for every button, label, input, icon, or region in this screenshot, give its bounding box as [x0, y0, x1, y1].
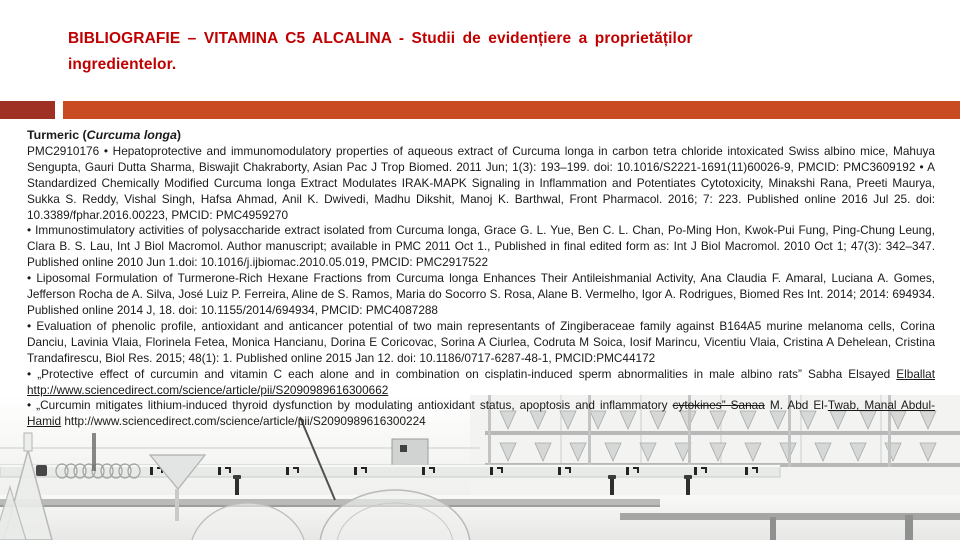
bibliography-text: cytokines” Sanaa: [672, 398, 765, 413]
bibliography-text: PMC2910176 • Hepatoprotective and immunomodulatory properties of aqueous extract of Curcuma longa in carbon tetra chloride intoxicated Swiss albino mice, Mahuya Sengupta, Gauri Dutta Sharma, Biswajit Chakraborty, Asian Pac J Trop Biomed. 2011 Jun; 1(3): 193–199. doi: 10.1016/S2221-1691(11)60026-9, PMCID: PMC3609192 • A Standardized Chemically Modified Curcuma longa Extract Modulates IRAK-MAPK Signaling in Inflammation and Potentiates Cytotoxicity, Minakshi Rana, Preeti Maurya, Sukka S. Reddy, Vishal Singh, Hafsa Ahmad, Anil K. Dwivedi, Madhu Dikshit, Manoj K. Barthwal, Front Pharmacol. 2016; 7: 223. Published online 2016 Jul 25. doi: 10.3389/fphar.2016.00223, PMCID: PMC4959270: [27, 143, 935, 222]
bibliography-heading: [27, 128, 935, 144]
bibliography-entry: [27, 144, 935, 224]
bibliography-entries: [27, 144, 935, 430]
bibliography-entry: [27, 223, 935, 271]
heading-suffix: ): [176, 128, 182, 142]
bibliography-text: • „Curcumin mitigates lithium-induced thyroid dysfunction by modulating antioxidant status, apoptosis and inflammatory: [27, 398, 673, 413]
bibliography-text: • „Protective effect of curcumin and vitamin C each alone and in combination on cisplatin-induced sperm abnormalities in male albino rats” Sabha Elsayed: [27, 366, 897, 381]
bibliography-entry: [27, 319, 935, 367]
bibliography-text: • Evaluation of phenolic profile, antioxidant and anticancer potential of two main representants of Zingiberaceae family against B164A5 murine melanoma cells, Corina Danciu, Lavinia Vlaia, Florinela Fetea, Monica Hancianu, Dorina E Coricovac, Sorina A Ciurlea, Codruta M Soica, Iosif Marincu, Vicentiu Vlaia, Cristina A Dehelean, Cristina Trandafirescu, Biol Res. 2015; 48(1): 1. Published online 2015 Jan 12. doi: 10.1186/0717-6287-48-1, PMCID:PMC44172: [27, 318, 935, 365]
bibliography-text: M. Abd El-: [764, 398, 828, 413]
bibliography-entry: [27, 367, 935, 399]
bibliography-entry: [27, 398, 935, 430]
accent-square: [0, 101, 55, 119]
accent-bar: [63, 101, 960, 119]
sciencedirect-link[interactable]: Twab, Manal Abdul-Hamid: [27, 398, 936, 429]
heading-species: Curcuma longa: [86, 128, 177, 142]
heading-prefix: Turmeric (: [27, 128, 87, 142]
bibliography-text: http://www.sciencedirect.com/science/article/pii/S2090989616300224: [61, 414, 426, 429]
slide-title: BIBLIOGRAFIE – VITAMINA C5 ALCALINA - Studii de evidențiere a proprietăților ingredientelor.: [68, 30, 693, 73]
sciencedirect-link[interactable]: Elballat http://www.sciencedirect.com/science/article/pii/S2090989616300662: [27, 366, 935, 397]
bibliography-text-block: [27, 128, 935, 430]
bibliography-text: • Liposomal Formulation of Turmerone-Rich Hexane Fractions from Curcuma longa Enhances Their Antileishmanial Activity, Ana Claudia F. Amaral, Luciana A. Gomes, Jefferson Rocha de A. Silva, José Luiz P. Ferreira, Aline de S. Ramos, Maria do Socorro S. Rosa, Alane B. Vermelho, Igor A. Rodrigues, Biomed Res Int. 2014; 2014: 694934. Published online 2014 J, 18. doi: 10.1155/2014/694934, PMCID: PMC4087288: [27, 271, 935, 317]
bibliography-entry: [27, 271, 935, 319]
bibliography-text: • Immunostimulatory activities of polysaccharide extract isolated from Curcuma longa, Grace G. L. Yue, Ben C. L. Chan, Po-Ming Hon, Kwok-Pui Fung, Ping-Chung Leung, Clara B. S. Lau, Int J Biol Macromol. Author manuscript; available in PMC 2011 Oct 1., Published in final edited form as: Int J Biol Macromol. 2010 Oct 1; 47(3): 342–347. Published online 2010 Jun 1.doi: 10.1016/j.ijbiomac.2010.05.019, PMCID: PMC2917522: [27, 223, 935, 270]
